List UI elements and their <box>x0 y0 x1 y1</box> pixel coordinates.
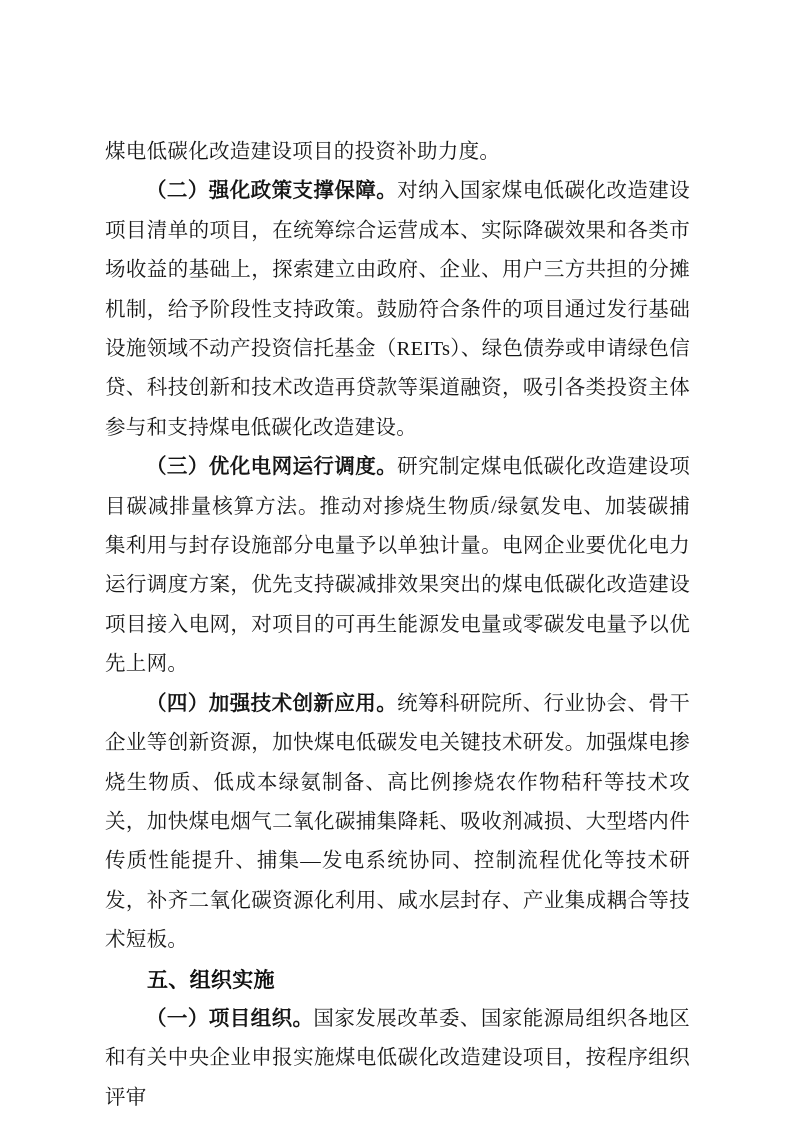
paragraph-policy-support <box>105 172 690 448</box>
continuation-line: 煤电低碳化改造建设项目的投资补助力度。 <box>105 141 501 163</box>
paragraph-lead: （四）加强技术创新应用。 <box>146 692 398 715</box>
paragraph-tech-innovation <box>105 685 690 961</box>
paragraph-body: 统筹科研院所、行业协会、骨干企业等创新资源，加快煤电低碳发电关键技术研发。加强煤电掺烧生物质、低成本绿氨制备、高比例掺烧农作物秸秆等技术攻关，加快煤电烟气二氧化碳捕集降耗、吸收剂减损、大型塔内件传质性能提升、捕集—发电系统协同、控制流程优化等技术研发，补齐二氧化碳资源化利用、咸水层封存、产业集成耦合等技术短板。 <box>105 692 690 952</box>
paragraph-lead: （一）项目组织。 <box>146 1007 314 1030</box>
paragraph-lead: （三）优化电网运行调度。 <box>146 456 398 479</box>
paragraph-project-organization <box>105 1000 690 1118</box>
document-content <box>105 133 690 1118</box>
section-heading-organization: 五、组织实施 <box>147 968 275 992</box>
paragraph-body: 研究制定煤电低碳化改造建设项目碳减排量核算方法。推动对掺烧生物质/绿氨发电、加装碳捕集利用与封存设施部分电量予以单独计量。电网企业要优化电力运行调度方案，优先支持碳减排效果突出的煤电低碳化改造建设项目接入电网，对项目的可再生能源发电量或零碳发电量予以优先上网。 <box>105 456 690 676</box>
paragraph-grid-dispatch <box>105 448 690 684</box>
paragraph-body: 对纳入国家煤电低碳化改造建设项目清单的项目，在统筹综合运营成本、实际降碳效果和各类市场收益的基础上，探索建立由政府、企业、用户三方共担的分摊机制，给予阶段性支持政策。鼓励符合条件的项目通过发行基础设施领域不动产投资信托基金（REITs）、绿色债券或申请绿色信贷、科技创新和技术改造再贷款等渠道融资，吸引各类投资主体参与和支持煤电低碳化改造建设。 <box>105 180 690 439</box>
paragraph-body: 国家发展改革委、国家能源局组织各地区和有关中央企业申报实施煤电低碳化改造建设项目，按程序组织评审 <box>105 1007 690 1109</box>
paragraph-lead: （二）强化政策支撑保障。 <box>146 180 398 203</box>
